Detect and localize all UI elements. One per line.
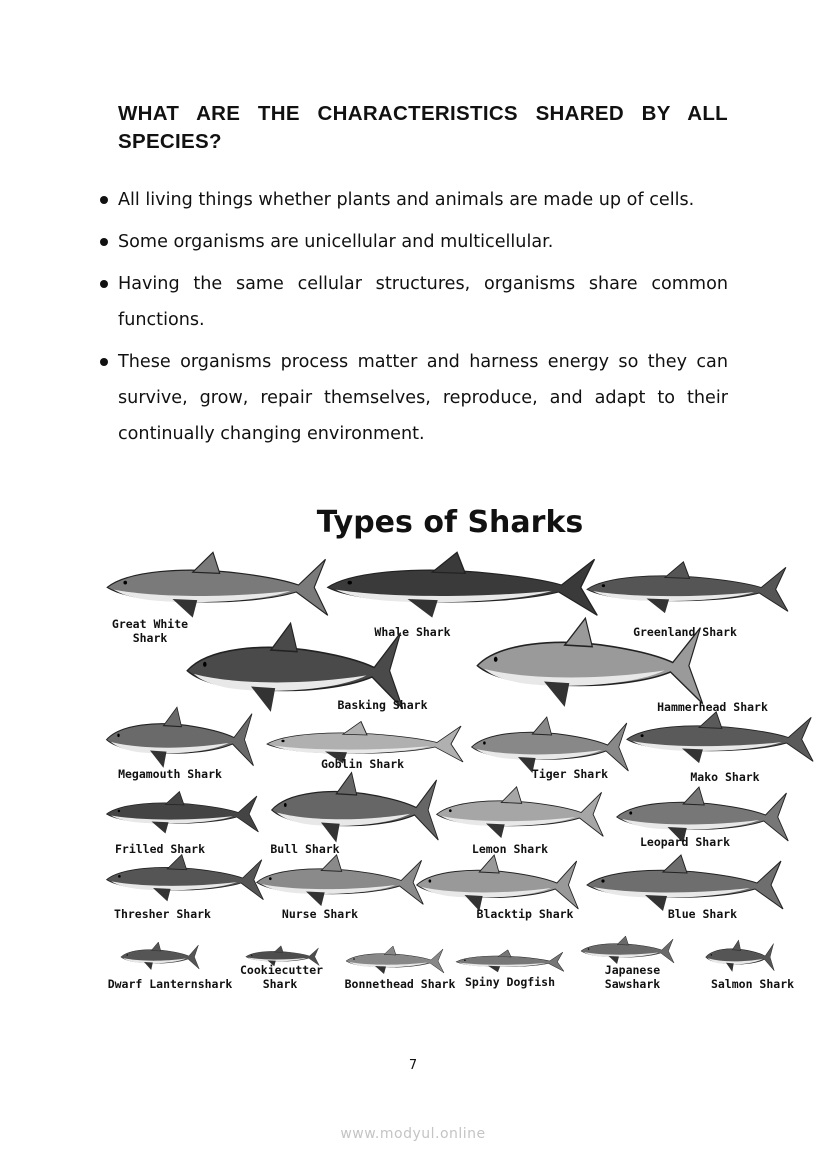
shark-illustration xyxy=(105,705,255,770)
shark-illustration xyxy=(455,949,565,973)
shark-dorsal-fin xyxy=(665,562,690,579)
shark-pectoral-fin xyxy=(682,749,703,764)
shark-pectoral-fin xyxy=(153,888,171,901)
shark-label: Mako Shark xyxy=(690,770,760,784)
shark-dorsal-fin xyxy=(663,855,687,873)
shark-dorsal-fin xyxy=(167,855,186,870)
shark-eye xyxy=(464,960,466,961)
shark-pectoral-fin xyxy=(152,822,169,834)
shark-pectoral-fin xyxy=(408,599,438,618)
shark-illustration xyxy=(345,945,445,975)
shark-eye xyxy=(494,657,498,662)
shark-pectoral-fin xyxy=(321,823,340,843)
shark-dorsal-fin xyxy=(321,855,341,872)
shark-label: Basking Shark xyxy=(337,698,428,712)
shark-dorsal-fin xyxy=(501,787,521,804)
shark-illustration xyxy=(105,790,260,835)
shark-eye xyxy=(281,740,284,742)
shark-eye xyxy=(601,879,604,882)
shark-label: Nurse Shark xyxy=(281,907,359,921)
list-item: Some organisms are unicellular and multicellular. xyxy=(98,224,728,260)
shark-eye xyxy=(127,954,128,956)
shark-eye xyxy=(284,803,287,807)
shark-dorsal-fin xyxy=(432,552,465,573)
shark-illustration xyxy=(255,853,425,908)
shark-label: Great White Shark xyxy=(111,617,189,645)
shark-label: Greenland Shark xyxy=(633,625,737,639)
shark-eye xyxy=(269,877,272,880)
shark-label: Blacktip Shark xyxy=(476,907,574,921)
shark-label: Blue Shark xyxy=(667,907,738,921)
shark-dorsal-fin xyxy=(699,712,722,729)
shark-label: Whale Shark xyxy=(374,625,451,639)
shark-illustration xyxy=(585,560,790,615)
shark-label: Goblin Shark xyxy=(320,757,405,771)
shark-illustration xyxy=(415,853,580,913)
shark-dorsal-fin xyxy=(274,946,283,953)
shark-dorsal-fin xyxy=(271,623,297,652)
shark-eye xyxy=(449,809,452,812)
shark-illustration xyxy=(705,939,775,973)
shark-eye xyxy=(483,741,486,744)
shark-illustration xyxy=(585,853,785,913)
shark-dorsal-fin xyxy=(343,722,367,736)
shark-illustration xyxy=(325,550,600,620)
shark-dorsal-fin xyxy=(617,936,628,945)
shark-illustration xyxy=(625,710,815,765)
shark-label: Bull Shark xyxy=(270,842,340,856)
shark-illustration xyxy=(120,941,200,971)
shark-eye xyxy=(602,584,605,587)
shark-label: Thresher Shark xyxy=(114,907,211,921)
shark-pectoral-fin xyxy=(544,682,569,707)
shark-illustration xyxy=(105,853,265,903)
shark-label: Frilled Shark xyxy=(114,842,205,856)
shark-dorsal-fin xyxy=(532,717,551,735)
section-heading: WHAT ARE THE CHARACTERISTICS SHARED BY ALL SPECIES? xyxy=(118,102,728,153)
list-item: These organisms process matter and harness energy so they can survive, grow, repair themselves, reproduce, and adapt to their continually changing environment. xyxy=(98,344,728,452)
shark-dorsal-fin xyxy=(732,940,740,950)
shark-illustration xyxy=(475,615,705,710)
shark-pectoral-fin xyxy=(488,966,500,972)
characteristics-list xyxy=(98,182,728,458)
shark-eye xyxy=(348,581,352,585)
shark-pectoral-fin xyxy=(375,966,386,974)
shark-label: Japanese Sawshark xyxy=(604,963,661,991)
shark-dorsal-fin xyxy=(479,855,499,873)
shark-eye xyxy=(629,811,632,814)
shark-eye xyxy=(588,948,590,950)
shark-label: Spiny Dogfish xyxy=(465,975,556,989)
shark-pectoral-fin xyxy=(306,892,325,907)
shark-eye xyxy=(123,581,127,585)
shark-label: Tiger Shark xyxy=(531,767,609,781)
shark-label: Megamouth Shark xyxy=(118,767,222,781)
shark-dorsal-fin xyxy=(165,792,184,806)
shark-pectoral-fin xyxy=(486,824,505,839)
shark-pectoral-fin xyxy=(647,599,670,614)
shark-pectoral-fin xyxy=(150,751,167,768)
shark-pectoral-fin xyxy=(726,963,734,972)
shark-illustration xyxy=(580,935,675,965)
shark-eye xyxy=(203,662,207,667)
shark-eye xyxy=(118,810,120,812)
figure-title: Types of Sharks xyxy=(316,505,584,540)
shark-dorsal-fin xyxy=(683,787,704,805)
shark-label: Hammerhead Shark xyxy=(657,700,768,714)
shark-label: Lemon Shark xyxy=(471,842,549,856)
shark-eye xyxy=(641,734,644,737)
shark-label: Bonnethead Shark xyxy=(344,977,456,991)
shark-pectoral-fin xyxy=(144,962,153,970)
list-item: All living things whether plants and animals are made up of cells. xyxy=(98,182,728,218)
shark-eye xyxy=(429,879,432,882)
shark-eye xyxy=(117,734,119,737)
shark-label: Leopard Shark xyxy=(639,835,730,849)
shark-dorsal-fin xyxy=(164,707,182,727)
types-of-sharks-figure xyxy=(100,505,800,1005)
shark-eye xyxy=(118,875,121,878)
shark-illustration xyxy=(105,550,330,620)
shark-eye xyxy=(353,958,355,960)
shark-illustration xyxy=(270,770,440,845)
shark-label: Salmon Shark xyxy=(710,977,795,991)
shark-dorsal-fin xyxy=(498,950,511,957)
shark-illustration xyxy=(435,785,605,840)
shark-dorsal-fin xyxy=(151,942,161,951)
shark-dorsal-fin xyxy=(193,552,220,573)
list-item: Having the same cellular structures, organisms share common functions. xyxy=(98,266,728,338)
watermark: www.modyul.online xyxy=(340,1126,486,1142)
shark-dorsal-fin xyxy=(384,946,396,955)
shark-label: Dwarf Lanternshark xyxy=(107,977,233,991)
shark-pectoral-fin xyxy=(173,599,198,618)
shark-illustration xyxy=(470,715,630,775)
shark-label: Cookiecutter Shark xyxy=(240,963,324,991)
shark-eye xyxy=(711,954,712,956)
shark-dorsal-fin xyxy=(565,618,593,647)
shark-dorsal-fin xyxy=(336,773,356,796)
shark-eye xyxy=(251,955,252,956)
page-number: 7 xyxy=(408,1058,418,1073)
